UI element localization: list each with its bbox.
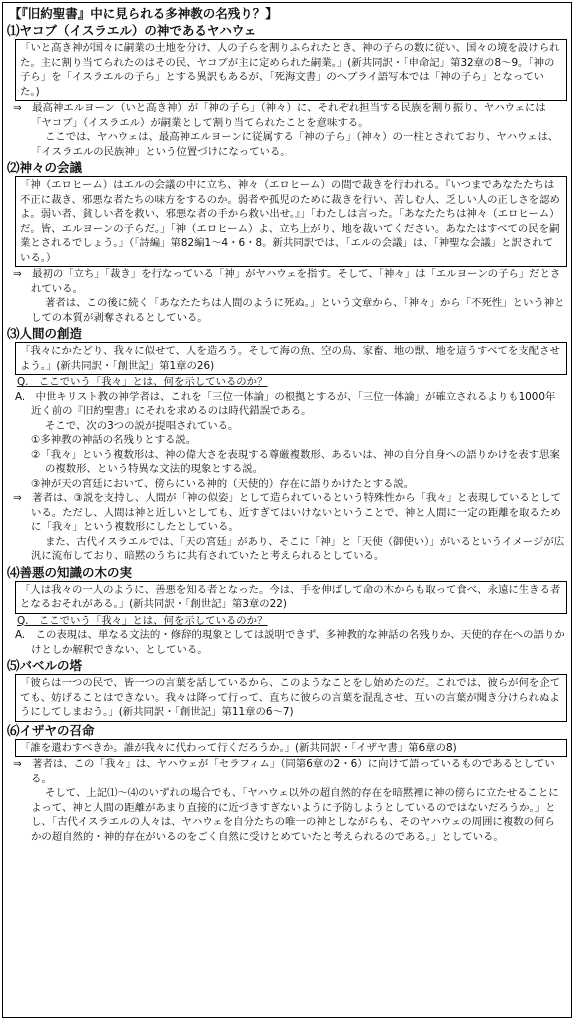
section-3-theory-1: ①多神教の神話の名残りとする説。	[31, 434, 197, 446]
section-3-answer: A. 中世キリスト教の神学者は、これを「三位一体論」の根拠とするが、「三位一体論」が確立されるよりも1000年近く前の『旧約聖書』にそれを求めるのは時代錯誤である。	[15, 390, 556, 417]
section-3-quote: 「我々にかたどり、我々に似せて、人を造ろう。そして海の魚、空の鳥、家畜、地の獣、地を這うすべてを支配させよう。」(新共同訳・「創世記」第1章の26)	[15, 342, 567, 375]
section-2-heading: ⑵神々の会議	[7, 160, 83, 175]
section-4-quote: 「人は我々の一人のように、善悪を知る者となった。今は、手を伸ばして命の木からも取って食べ、永遠に生きる者となるおそれがある。」(新共同訳・「創世記」第3章の22)	[15, 581, 567, 614]
section-6-note: そして、上記⑴〜⑷のいずれの場合でも、「ヤハウェ以外の超自然的存在を暗黙裡に神の傍らに立たせることによって、神と人間の距離があまり直接的に近づきすぎないように予防しようとしているのではないだろうか。」とし、「古代イスラエルの人々は、ヤハウェを自分たちの唯一の神としながらも、そのヤハウェの周囲に複数の何らかの超自然的・神的存在がいるのをごく自然に受けとめていたと考えられるのである。」としている。	[31, 787, 559, 843]
section-3-heading: ⑶人間の創造	[7, 326, 83, 341]
section-6-arrow: ⇒ 著者は、この「我々」は、ヤハウェが「セラフィム」（同第6章の2・6）に向けて語っているものであるとしている。	[13, 758, 555, 785]
section-1-quote: 「いと高き神が国々に嗣業の土地を分け、人の子らを割りふられたとき、神の子らの数に従い、国々の境を設けられた。主に割り当てられたのはその民、ヤコブが主に定められた嗣業。」(新共同訳・「申命記」第32章の8〜9。「神の子ら」を「イスラエルの子ら」とする異訳もあるが、「死海文書」のヘブライ語写本では「神の子ら」となっていた。)	[15, 39, 567, 101]
section-5-heading: ⑸バベルの塔	[7, 658, 83, 673]
section-5-quote: 「彼らは一つの民で、皆一つの言葉を話しているから、このようなことをし始めたのだ。これでは、彼らが何を企てても、妨げることはできない。我々は降って行って、直ちに彼らの言葉を混乱させ、互いの言葉が聞き分けられぬようにしてしまおう。」(新共同訳・「創世記」第11章の6〜7)	[15, 674, 567, 722]
section-1-arrow: ⇒ 最高神エルヨーン（いと高き神）が「神の子ら」（神々）に、それぞれ担当する民族を割り振り、ヤハウェには「ヤコブ」（イスラエル）が嗣業として割り当てられたことを意味する。	[13, 102, 546, 129]
section-6-heading: ⑹イザヤの召命	[7, 722, 95, 738]
section-4-heading: ⑷善悪の知識の木の実	[7, 564, 133, 580]
section-4-answer: A. この表現は、単なる文法的・修辞的現象としては説明できず、多神教的な神話の名残りか、天使的存在への語りかけとしか解釈できない、としている。	[15, 629, 565, 656]
section-3-arrow: ⇒ 著者は、③説を支持し、人間が「神の似姿」として造られているという特殊性から「我々」と表現しているとしている。ただし、人間は神と近しいとしても、近すぎてはいけないということで、神と人間に一定の距離を取るために「我々」という複数形にしたとしている。	[13, 492, 561, 533]
section-2-arrow: ⇒ 最初の「立ち」「裁き」を行なっている「神」がヤハウェを指す。そして、「神々」は「エルヨーンの子ら」だとされている。	[13, 268, 561, 295]
section-3-theory-3: ③神が天の宮廷において、傍らにいる神的（天使的）存在に語りかけたとする説。	[31, 477, 415, 490]
section-2-quote: 「神（エロヒーム）はエルの会議の中に立ち、神々（エロヒーム）の間で裁きを行われる。『いつまであなたたちは不正に裁き、邪悪な者たちの味方をするのか。弱者や孤児のために裁きを行い、苦しむ人、乏しい人の正しさを認めよ。弱い者、貧しい者を救い、邪悪な者の手から救い出せ。』」「わたしは言った。「あなたたちは神々（エロヒーム）だ。皆、エルヨーンの子らだ。」「神（エロヒーム）よ、立ち上がり、地を裁いてください。あなたはすべての民を嗣業とされるでしょう。」（「詩編」第82編1〜4・6・8。新共同訳では、「エルの会議」は、「神聖な会議」と訳されている。）	[15, 176, 567, 267]
page-title: 【『旧約聖書』中に見られる多神教の名残り？】	[9, 6, 278, 21]
section-1-heading: ⑴ヤコブ（イスラエル）の神であるヤハウェ	[7, 23, 257, 38]
section-3-answer-followup: そこで、次の3つの説が提唱されている。	[45, 419, 239, 432]
section-2-note: 著者は、この後に続く「あなたたちは人間のように死ぬ。」という文章から、「神々」から「不死性」という神としての本質が剥奪されるとしている。	[31, 297, 565, 324]
section-3-theory-2: ②「我々」という複数形は、神の偉大さを表現する尊厳複数形、あるいは、神の自分自身への語りかけを表す思案の複数形、という特異な文法的現象とする説。	[31, 448, 560, 475]
section-3-question: Q. ここでいう「我々」とは、何を示しているのか？	[17, 376, 268, 388]
section-4-question: Q. ここでいう「我々」とは、何を示しているのか？	[17, 614, 268, 627]
document-frame	[2, 2, 572, 1018]
section-3-note: また、古代イスラエルでは、「天の宮廷」があり、そこに「神」と「天使（御使い）」がいるというイメージが広汎に流布しており、暗黙のうちに共有されていたと考えられるとしている。	[31, 535, 565, 562]
section-1-note: ここでは、ヤハウェは、最高神エルヨーンに従属する「神の子ら」（神々）の一柱とされており、ヤハウェは、「イスラエルの民族神」という位置づけになっている。	[31, 131, 559, 158]
section-6-quote: 「誰を遣わすべきか。誰が我々に代わって行くだろうか。」(新共同訳・「イザヤ書」第6章の8)	[15, 739, 567, 758]
